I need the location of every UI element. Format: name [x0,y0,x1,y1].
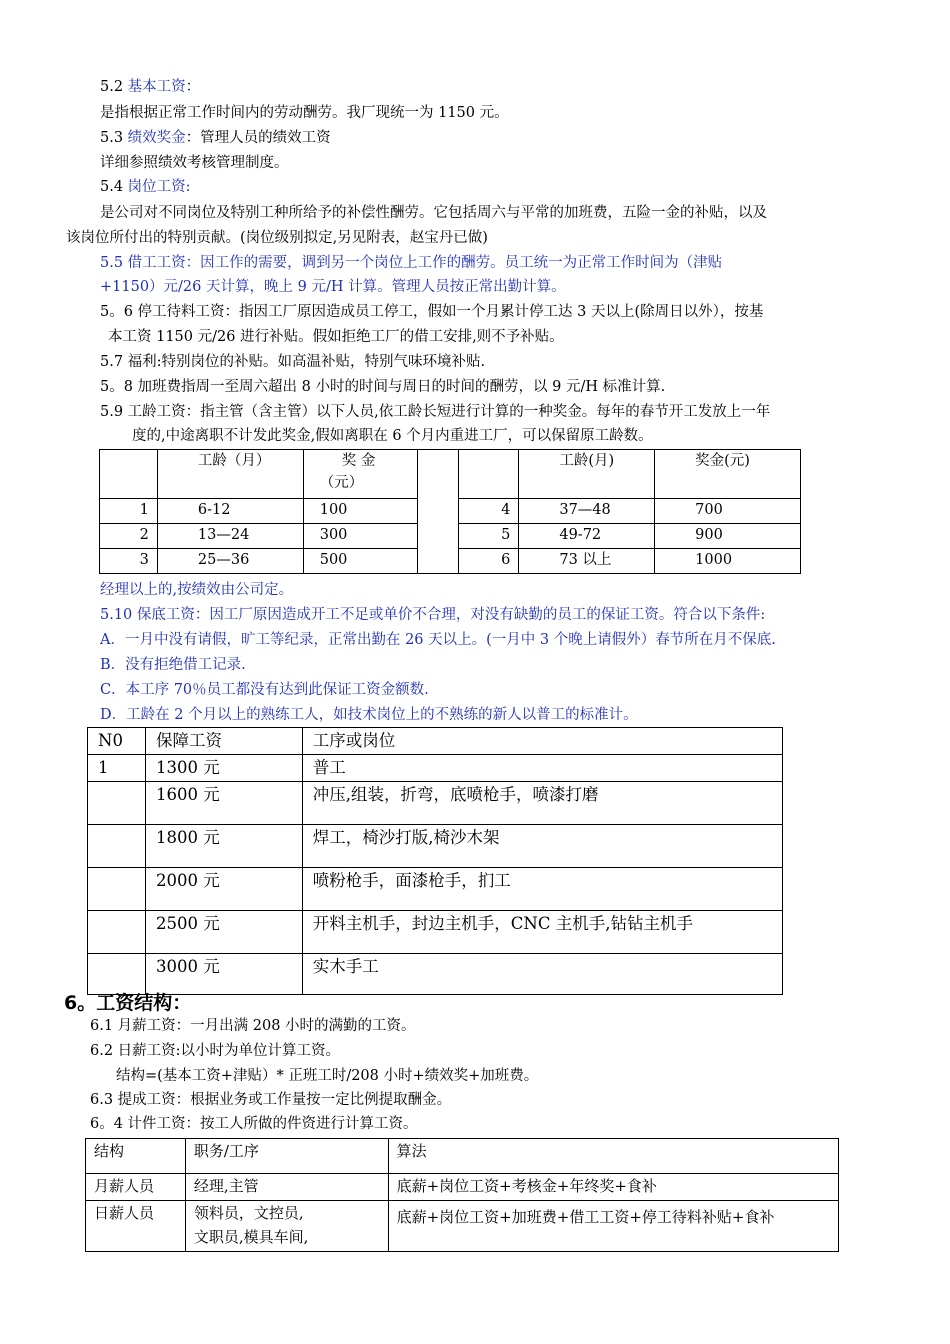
section-5-5-line1: 5.5 借工工资：因工作的需要，调到另一个岗位上工作的酬劳。员工统一为正常工作时间为（津贴 [100,255,723,271]
section-5-5-line2: +1150）元/26 天计算，晚上 9 元/H 计算。管理人员按正常出勤计算。 [100,279,566,295]
section-5-9-line1: 5.9 工龄工资：指主管（含主管）以下人员,依工龄长短进行计算的一种奖金。每年的春节开工发放上一年 [100,404,771,420]
table-row: 2000 元 喷粉枪手，面漆枪手，扪工 [88,868,783,911]
table-row: 1 6-12 100 4 37—48 700 [100,499,801,524]
section-6-4: 6。4 计件工资：按工人所做的件资进行计算工资。 [90,1116,418,1132]
section-5-3-heading: 5.3 绩效奖金：管理人员的绩效工资 [100,130,331,146]
header-bonus-right: 奖金(元) [655,450,801,499]
guarantee-wage-table [87,727,783,995]
section-6-1: 6.1 月薪工资：一月出满 208 小时的满勤的工资。 [90,1018,416,1034]
section-5-7: 5.7 福利:特别岗位的补贴。如高温补贴，特别气味环境补贴. [100,354,486,370]
table-header-row: N0 保障工资 工序或岗位 [88,728,783,755]
section-6-heading: 6。工资结构： [64,992,192,1014]
section-5-4-body-line2: 该岗位所付出的特别贡献。(岗位级别拟定,另见附表，赵宝丹已做) [66,230,488,246]
section-5-2-title: 基本工资 [127,79,186,95]
condition-c: C．本工序 70％员工都没有达到此保证工资金额数. [100,682,429,698]
table-spacer [417,450,459,574]
condition-a: A．一月中没有请假，旷工等纪录，正常出勤在 26 天以上。(一月中 3 个晚上请假外）春节所在月不保底. [100,632,776,648]
table-row: 2 13—24 300 5 49-72 900 [100,524,801,549]
manager-note: 经理以上的,按绩效由公司定。 [100,582,294,598]
table-row: 1600 元 冲压,组装，折弯，底喷枪手，喷漆打磨 [88,782,783,825]
section-5-9-line2: 度的,中途离职不计发此奖金,假如离职在 6 个月内重进工厂，可以保留原工龄数。 [132,428,653,444]
section-6-2: 6.2 日薪工资:以小时为单位计算工资。 [90,1043,341,1059]
table-row: 1 1300 元 普工 [88,755,783,782]
header-months-right: 工龄(月) [519,450,655,499]
table-header-row: 结构 职务/工序 算法 [86,1139,839,1174]
section-6-2-formula: 结构=(基本工资+津贴）* 正班工时/208 小时+绩效奖+加班费。 [116,1068,539,1084]
table-row: 3000 元 实木手工 [88,954,783,995]
section-5-6-line2: 本工资 1150 元/26 进行补贴。假如拒绝工厂的借工安排,则不予补贴。 [108,329,564,345]
table-row: 1800 元 焊工，椅沙打版,椅沙木架 [88,825,783,868]
section-5-4-heading: 5.4 岗位工资: [100,179,191,195]
condition-d: D．工龄在 2 个月以上的熟练工人，如技术岗位上的不熟练的新人以普工的标准计。 [100,707,638,723]
section-5-8: 5。8 加班费指周一至周六超出 8 小时的时间与周日的时间的酬劳，以 9 元/H 标准计算. [100,379,666,395]
header-months: 工龄（月） [157,450,303,499]
condition-b: B．没有拒绝借工记录. [100,657,246,673]
section-5-4-body-line1: 是公司对不同岗位及特别工种所给予的补偿性酬劳。它包括周六与平常的加班费，五险一金的补贴，以及 [100,205,767,221]
header-bonus: 奖 金 （元） [303,450,417,499]
section-5-10-title: 5.10 保底工资：因工厂原因造成开工不足或单价不合理，对没有缺勤的员工的保证工资。符合以下条件: [100,607,766,623]
table-row: 日薪人员 领料员，文控员, 文职员,模具车间, 底薪+岗位工资+加班费+借工工资+停工待料补贴+食补 [86,1201,839,1252]
section-5-2-heading: 5.2 基本工资： [100,79,201,95]
section-5-3-body: 详细参照绩效考核管理制度。 [100,155,289,171]
table-row: 2500 元 开料主机手，封边主机手，CNC 主机手,钻钻主机手 [88,911,783,954]
section-6-3: 6.3 提成工资：根据业务或工作量按一定比例提取酬金。 [90,1092,452,1108]
section-5-3-title: 绩效奖金 [127,130,186,146]
table-row: 月薪人员 经理,主管 底薪+岗位工资+考核金+年终奖+食补 [86,1174,839,1201]
section-5-4-title: 岗位工资: [127,179,191,195]
seniority-bonus-table [99,449,801,574]
section-5-6-line1: 5。6 停工待料工资：指因工厂原因造成员工停工，假如一个月累计停工达 3 天以上(除周日以外），按基 [100,304,764,320]
table-header-row [100,450,801,499]
table-row: 3 25—36 500 6 73 以上 1000 [100,549,801,574]
section-5-2-body: 是指根据正常工作时间内的劳动酬劳。我厂现统一为 1150 元。 [100,105,509,121]
wage-structure-table [85,1138,839,1252]
